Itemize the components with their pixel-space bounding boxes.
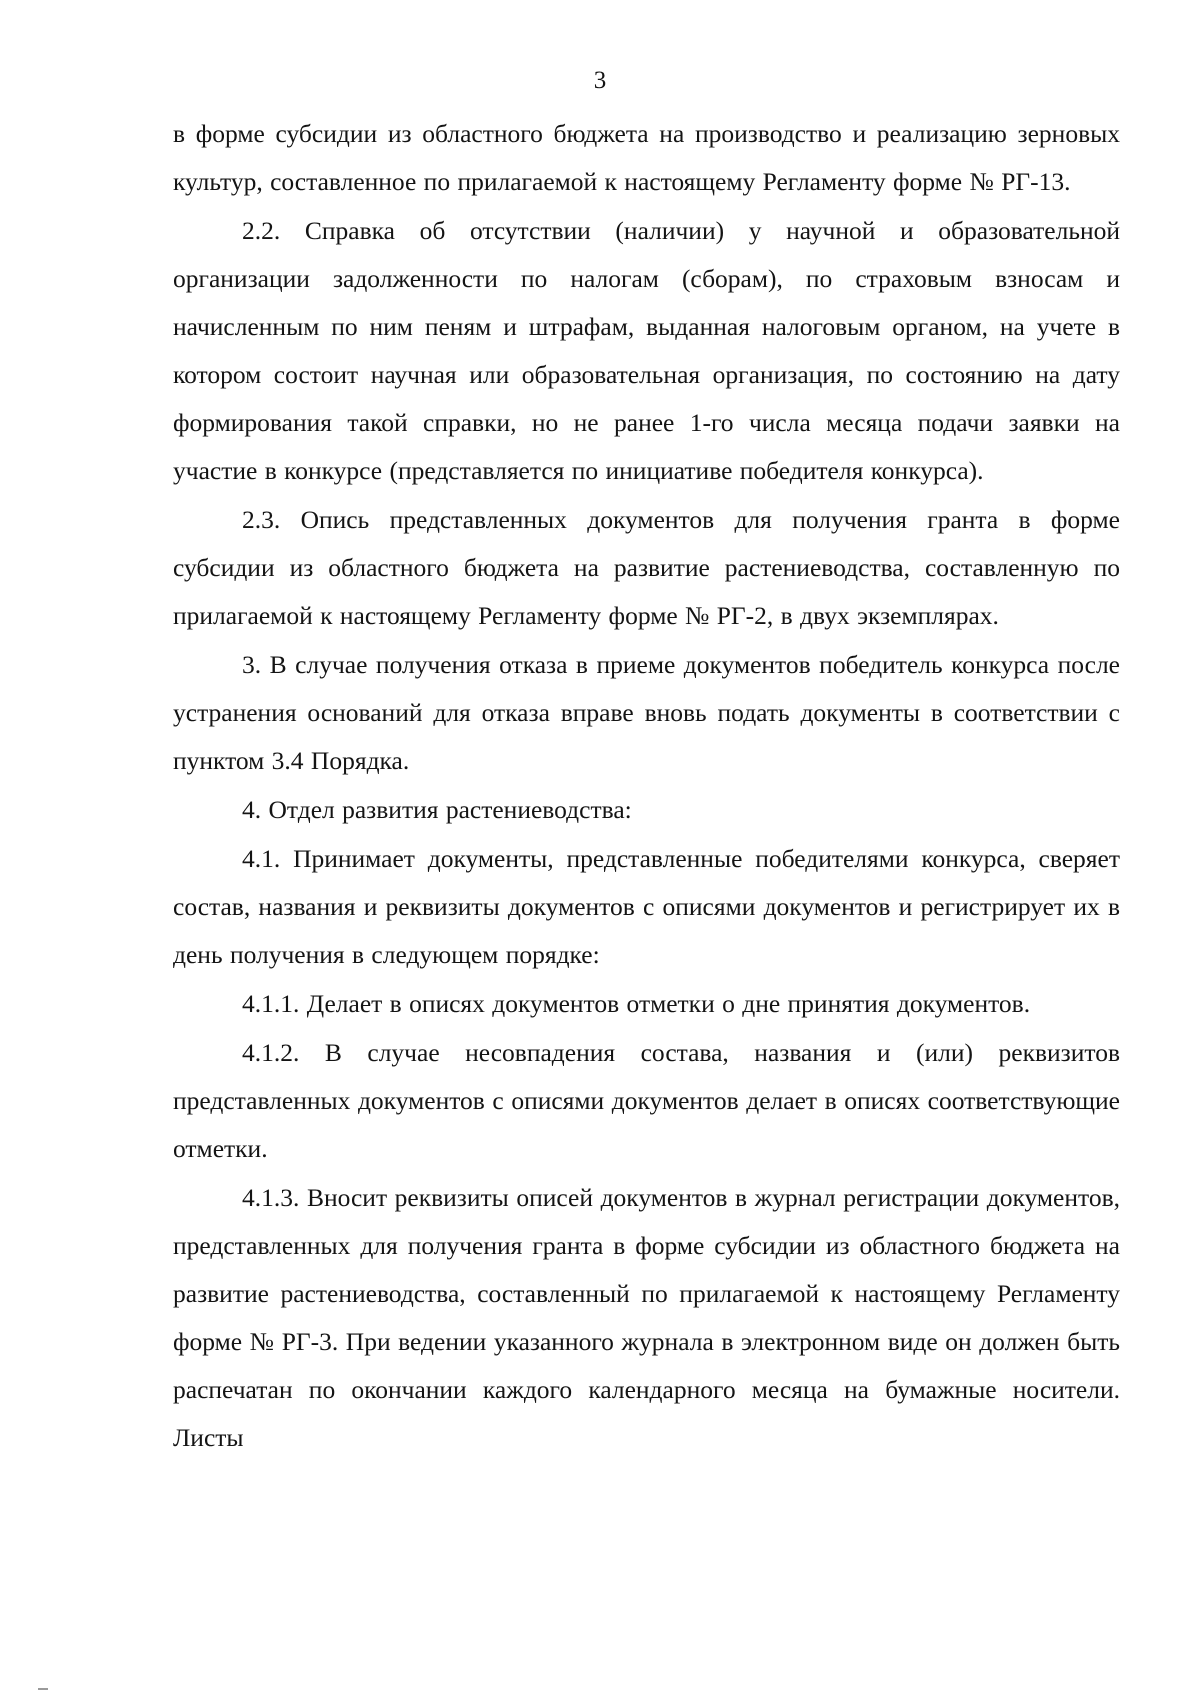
paragraph-2-3: 2.3. Опись представленных документов для получения гранта в форме субсидии из областного бюджета на развитие растениеводства, составленную по прилагаемой к настоящему Регламенту форме № РГ-2, в двух экземплярах. (173, 505, 1120, 630)
paragraph-4-1-2: 4.1.2. В случае несовпадения состава, названия и (или) реквизитов представленных документов с описями документов делает в описях соответствующие отметки. (173, 1038, 1120, 1163)
paragraph-4-1-1: 4.1.1. Делает в описях документов отметки о дне принятия документов. (242, 989, 1031, 1018)
paragraph-4-1-3: 4.1.3. Вносит реквизиты описей документов в журнал регистрации документов, представленных для получения гранта в форме субсидии из областного бюджета на развитие растениеводства, составленный по прилагаемой к настоящему Регламенту форме № РГ-3. При ведении указанного журнала в электронном виде он должен быть распечатан по окончании каждого календарного месяца на бумажные носители. Листы (173, 1183, 1120, 1452)
paragraph-4: 4. Отдел развития растениеводства: (242, 795, 632, 824)
paragraph-continuation: в форме субсидии из областного бюджета на производство и реализацию зерновых культур, составленное по прилагаемой к настоящему Регламенту форме № РГ-13. (173, 119, 1120, 196)
document-body (173, 110, 1120, 1463)
paragraph-4-1: 4.1. Принимает документы, представленные победителями конкурса, сверяет состав, названия и реквизиты документов с описями документов и регистрирует их в день получения в следующем порядке: (173, 844, 1120, 969)
paragraph-2-2: 2.2. Справка об отсутствии (наличии) у научной и образовательной организации задолженности по налогам (сборам), по страховым взносам и начисленным по ним пеням и штрафам, выданная налоговым органом, на учете в котором состоит научная или образовательная организация, по состоянию на дату формирования такой справки, но не ранее 1-го числа месяца подачи заявки на участие в конкурсе (представляется по инициативе победителя конкурса). (173, 216, 1120, 485)
page-number: 3 (593, 67, 607, 94)
paragraph-3: 3. В случае получения отказа в приеме документов победитель конкурса после устранения оснований для отказа вправе вновь подать документы в соответствии с пунктом 3.4 Порядка. (173, 650, 1120, 775)
scan-artifact-mark (38, 1688, 48, 1690)
